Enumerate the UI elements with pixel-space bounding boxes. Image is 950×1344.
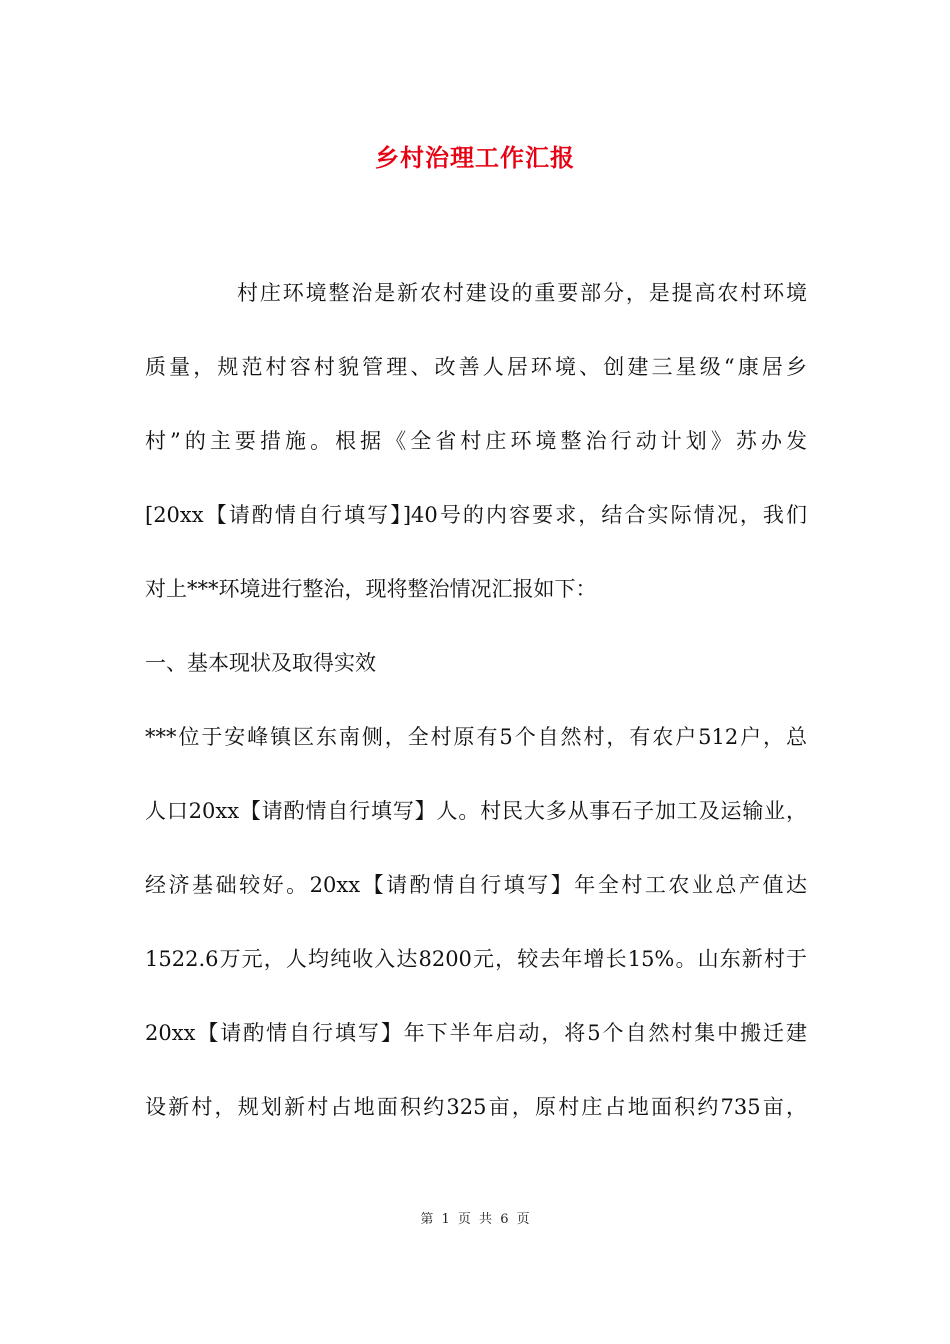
- paragraph-line: 经济基础较好。20xx【请酌情自行填写】年全村工农业总产值达: [145, 873, 807, 897]
- document-title: 乡村治理工作汇报: [375, 143, 575, 172]
- paragraph-line: 设新村，规划新村占地面积约325亩，原村庄占地面积约735亩，: [145, 1095, 807, 1119]
- paragraph-line: 村”的主要措施。根据《全省村庄环境整治行动计划》苏办发: [145, 429, 807, 453]
- paragraph-line: 村庄环境整治是新农村建设的重要部分，是提高农村环境: [237, 281, 807, 305]
- paragraph-line: 20xx【请酌情自行填写】年下半年启动，将5个自然村集中搬迁建: [145, 1021, 807, 1045]
- paragraph-line: 对上***环境进行整治，现将整治情况汇报如下：: [145, 577, 597, 601]
- section-heading: 一、基本现状及取得实效: [145, 651, 376, 675]
- paragraph-line: 人口20xx【请酌情自行填写】人。村民大多从事石子加工及运输业，: [145, 799, 807, 823]
- paragraph-line: 质量，规范村容村貌管理、改善人居环境、创建三星级“康居乡: [145, 355, 807, 379]
- body-text: [145, 278, 807, 1166]
- paragraph-line: [20xx【请酌情自行填写】]40号的内容要求，结合实际情况，我们: [145, 503, 807, 527]
- paragraph-line: 1522.6万元，人均纯收入达8200元，较去年增长15%。山东新村于: [145, 947, 807, 971]
- paragraph-line: ***位于安峰镇区东南侧，全村原有5个自然村，有农户512户，总: [145, 725, 807, 749]
- page-number-footer: 第 1 页 共 6 页: [420, 1212, 530, 1227]
